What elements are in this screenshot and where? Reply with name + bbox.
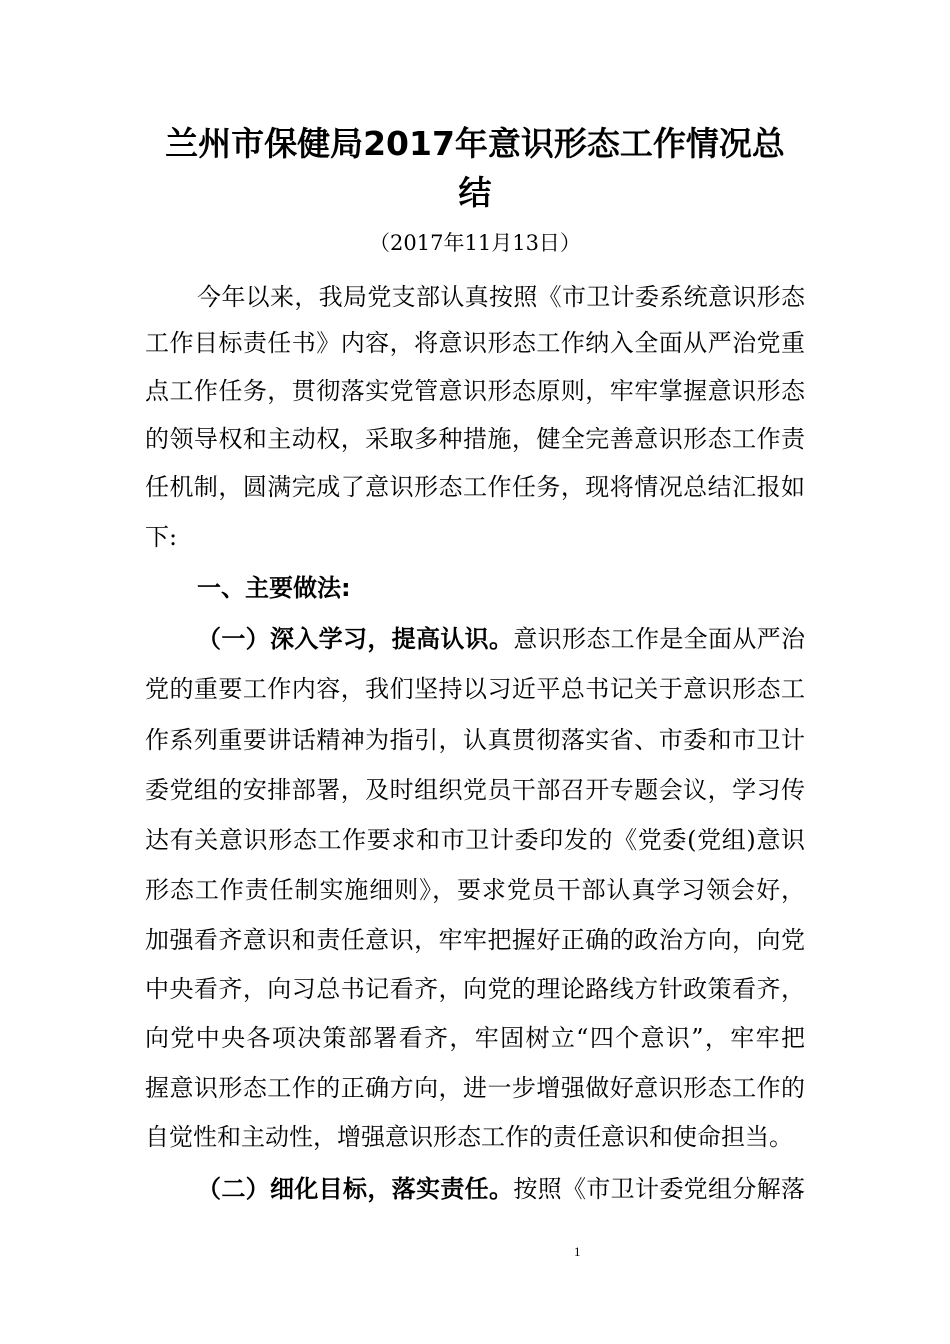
intro-line: 点工作任务，贯彻落实党管意识形态原则，牢牢掌握意识形态 (145, 377, 805, 405)
page-number: 1 (574, 1244, 581, 1259)
item1-line: 向党中央各项决策部署看齐，牢固树立“四个意识”，牢牢把 (145, 1024, 805, 1052)
item1-heading: （一）深入学习，提高认识。 (197, 625, 514, 653)
item1-line: 中央看齐，向习总书记看齐，向党的理论路线方针政策看齐， (145, 975, 805, 1003)
item1-line: 握意识形态工作的正确方向，进一步增强做好意识形态工作的 (145, 1074, 805, 1102)
item1-line: 作系列重要讲话精神为指引，认真贯彻落实省、市委和市卫计 (145, 726, 805, 754)
intro-line: 工作目标责任书》内容，将意识形态工作纳入全面从严治党重 (145, 329, 805, 357)
intro-line: 下: (145, 523, 178, 551)
item1-line: 党的重要工作内容，我们坚持以习近平总书记关于意识形态工 (145, 675, 805, 703)
item2-heading: （二）细化目标，落实责任。 (197, 1175, 514, 1203)
item1-line: 加强看齐意识和责任意识，牢牢把握好正确的政治方向，向党 (145, 926, 805, 954)
item2-first-line (197, 1174, 805, 1204)
item1-lead: 意识形态工作是全面从严治 (513, 625, 806, 653)
document-date: （2017年11月13日） (369, 231, 581, 255)
item1-line: 形态工作责任制实施细则》，要求党员干部认真学习领会好， (145, 876, 805, 904)
intro-line: 任机制，圆满完成了意识形态工作任务，现将情况总结汇报如 (145, 473, 805, 501)
item1-line: 达有关意识形态工作要求和市卫计委印发的《党委(党组)意识 (145, 826, 805, 854)
intro-line: 今年以来，我局党支部认真按照《市卫计委系统意识形态 (197, 283, 805, 311)
item1-line: 自觉性和主动性，增强意识形态工作的责任意识和使命担当。 (145, 1123, 793, 1151)
item1-first-line (197, 624, 805, 654)
document-title-line-1: 兰州市保健局2017年意识形态工作情况总 (165, 124, 785, 163)
document-title-line-2: 结 (458, 173, 492, 212)
item1-line: 委党组的安排部署，及时组织党员干部召开专题会议，学习传 (145, 776, 805, 804)
intro-line: 的领导权和主动权，采取多种措施，健全完善意识形态工作责 (145, 425, 805, 453)
item2-lead: 按照《市卫计委党组分解落 (513, 1175, 806, 1203)
section-heading: 一、主要做法: (197, 574, 351, 602)
